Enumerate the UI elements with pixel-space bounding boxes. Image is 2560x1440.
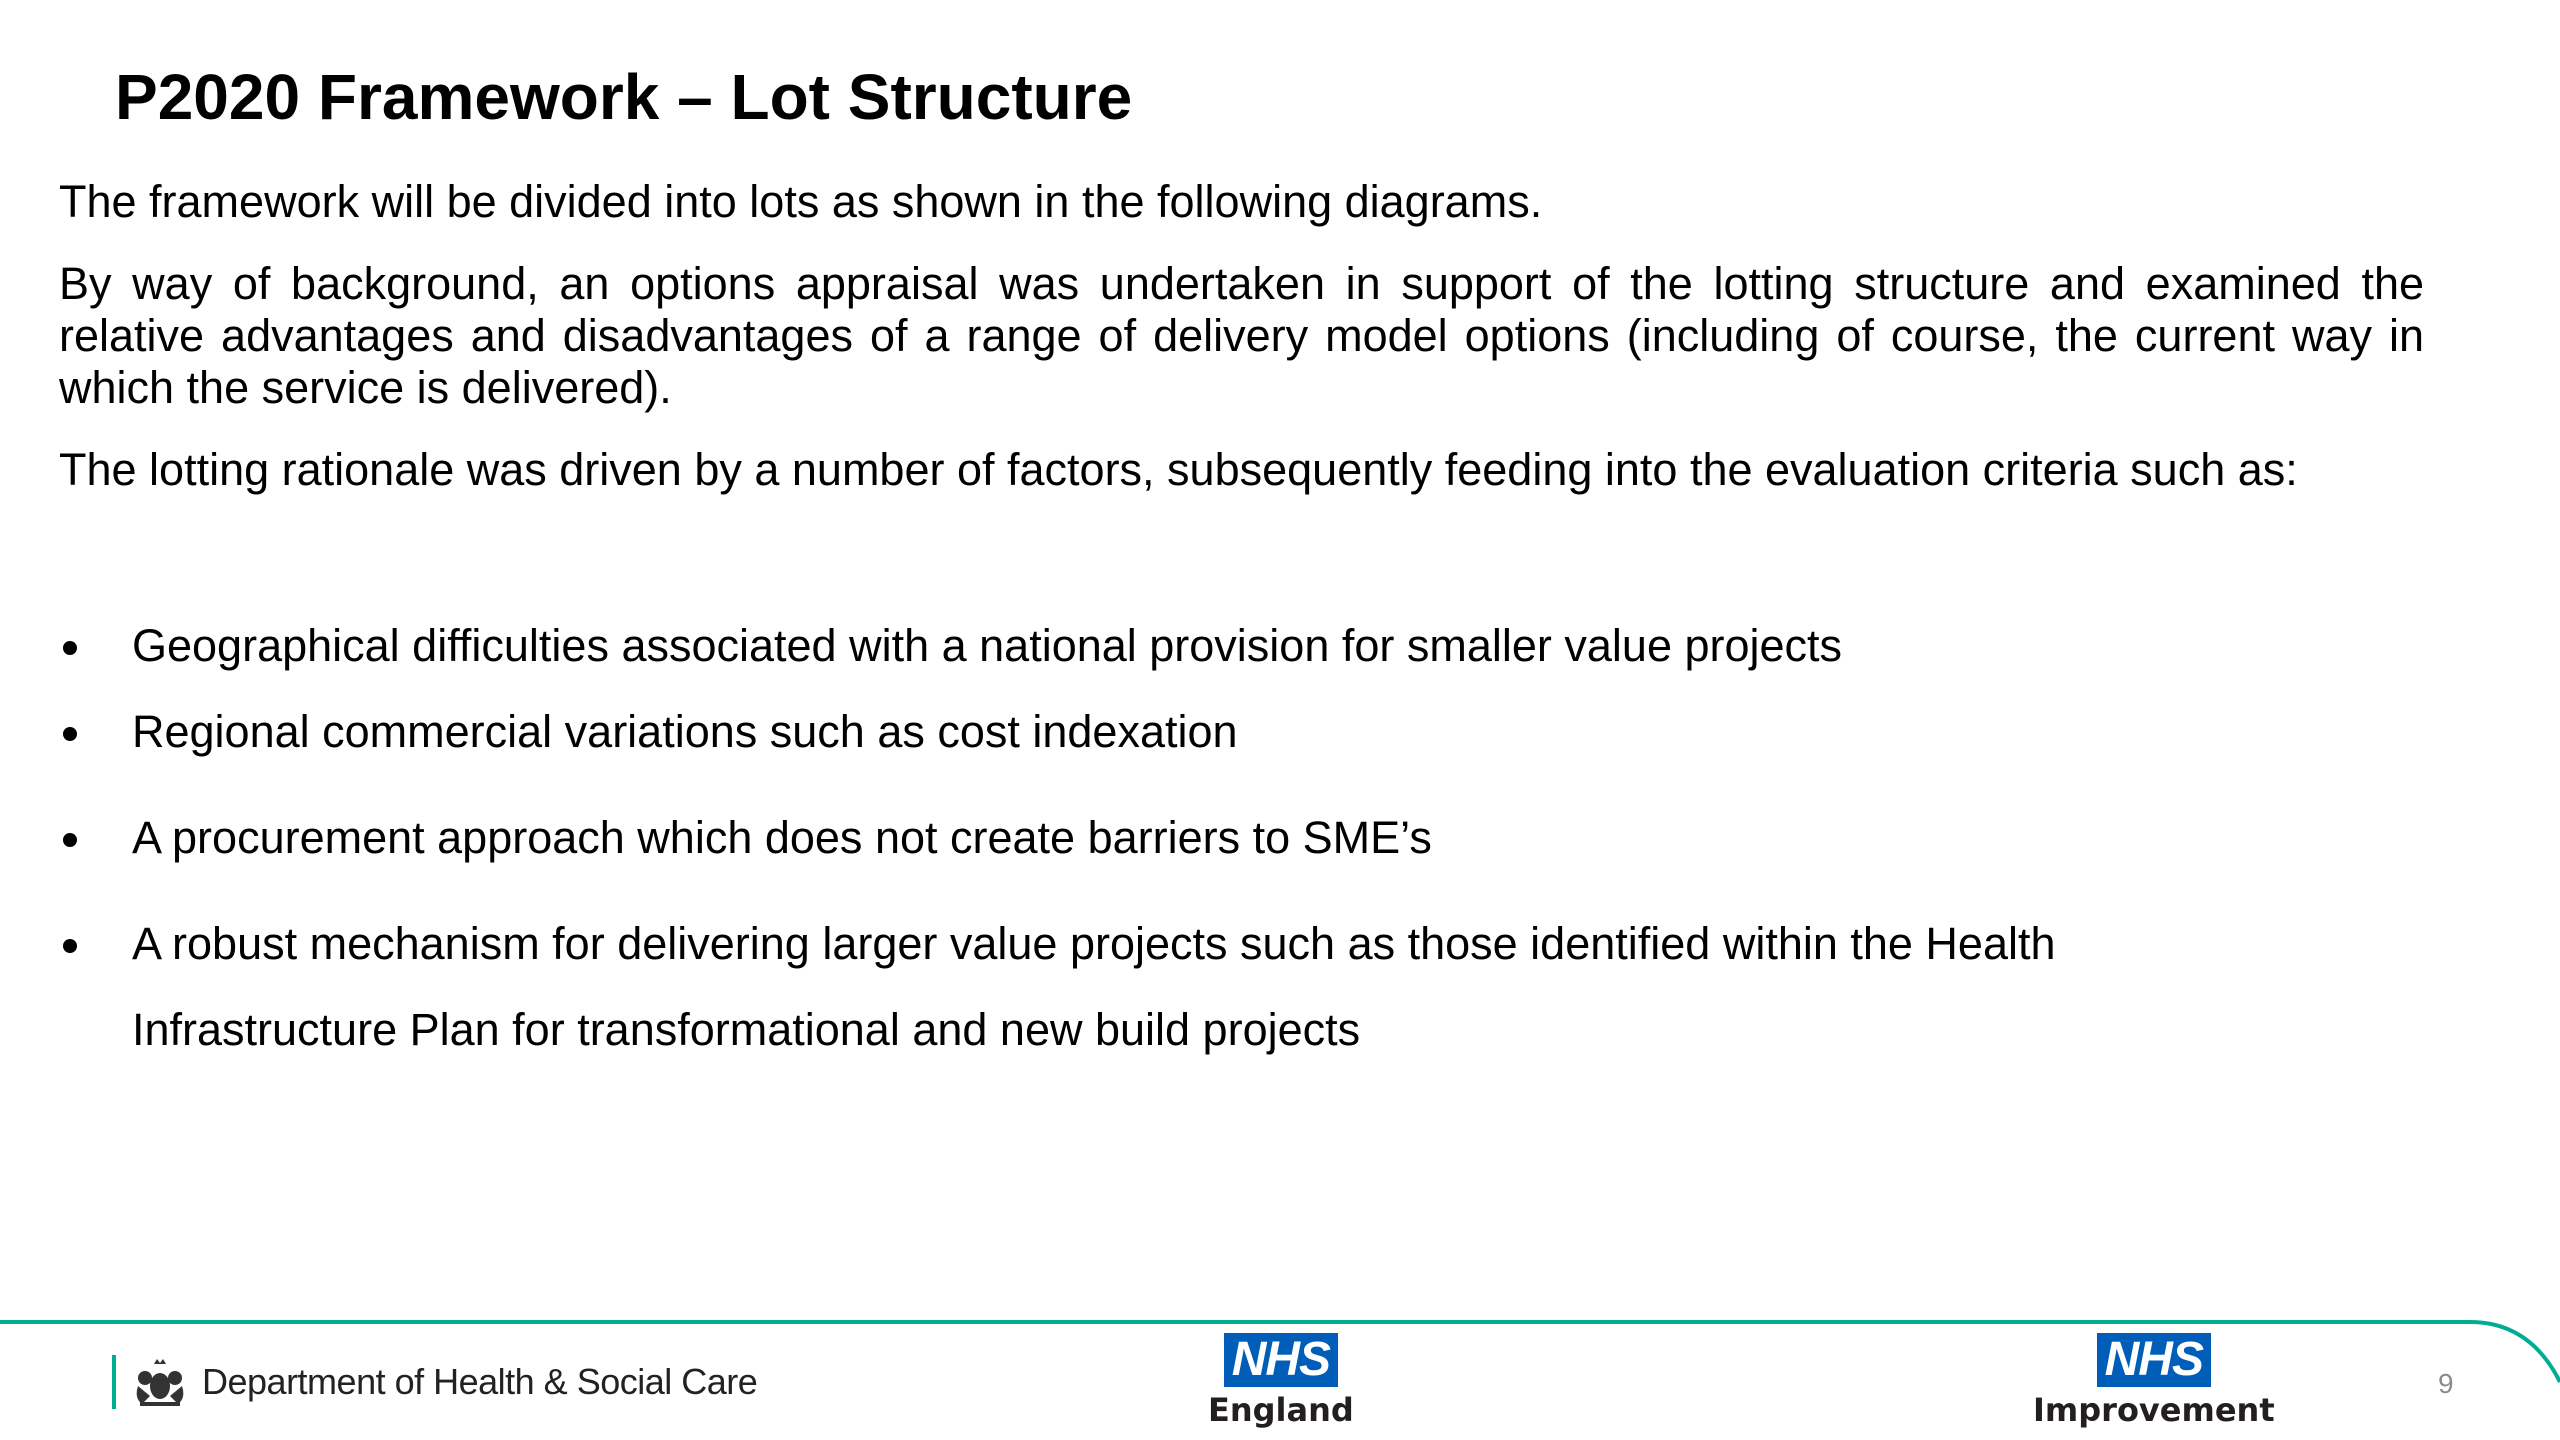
bullet-icon	[63, 641, 77, 655]
nhs-england-label: England	[1208, 1391, 1354, 1429]
list-item-text: A robust mechanism for delivering larger value projects such as those identified within the Health	[132, 918, 2056, 969]
bullet-icon	[63, 939, 77, 953]
nhs-improvement-label: Improvement	[2033, 1391, 2275, 1429]
rationale-paragraph: The lotting rationale was driven by a number of factors, subsequently feeding into the evaluation criteria such as:	[59, 444, 2298, 495]
list-item	[59, 901, 2459, 987]
dhsc-name: Department of Health & Social Care	[202, 1361, 758, 1402]
royal-crest-icon	[130, 1356, 190, 1408]
body-text	[59, 176, 2424, 526]
list-item-continuation	[59, 987, 2459, 1073]
factor-list	[59, 603, 2459, 1073]
nhs-badge: NHS	[2097, 1333, 2211, 1387]
list-item-text: Infrastructure Plan for transformational and new build projects	[132, 1004, 1361, 1055]
bullet-icon	[63, 833, 77, 847]
slide-title: P2020 Framework – Lot Structure	[115, 61, 1133, 133]
background-paragraph: By way of background, an options appraisal was undertaken in support of the lotting structure and examined the relative advantages and disadvantages of a range of delivery model options (including of course, the current way in which the service is delivered).	[59, 258, 2424, 413]
list-item	[59, 603, 2459, 689]
page-number: 9	[2438, 1368, 2454, 1399]
list-item-text: Regional commercial variations such as cost indexation	[132, 706, 1238, 757]
list-item-text: Geographical difficulties associated with a national provision for smaller value projects	[132, 620, 1843, 671]
nhs-badge: NHS	[1224, 1333, 1338, 1387]
bullet-icon	[63, 727, 77, 741]
nhs-england-logo	[1208, 1333, 1354, 1429]
dhsc-accent-bar	[112, 1355, 116, 1409]
dhsc-logo	[112, 1355, 757, 1409]
list-item	[59, 795, 2459, 881]
list-item-text: A procurement approach which does not create barriers to SME’s	[132, 812, 1432, 863]
intro-paragraph: The framework will be divided into lots as shown in the following diagrams.	[59, 176, 1543, 227]
list-item	[59, 689, 2459, 775]
nhs-improvement-logo	[2033, 1333, 2275, 1429]
